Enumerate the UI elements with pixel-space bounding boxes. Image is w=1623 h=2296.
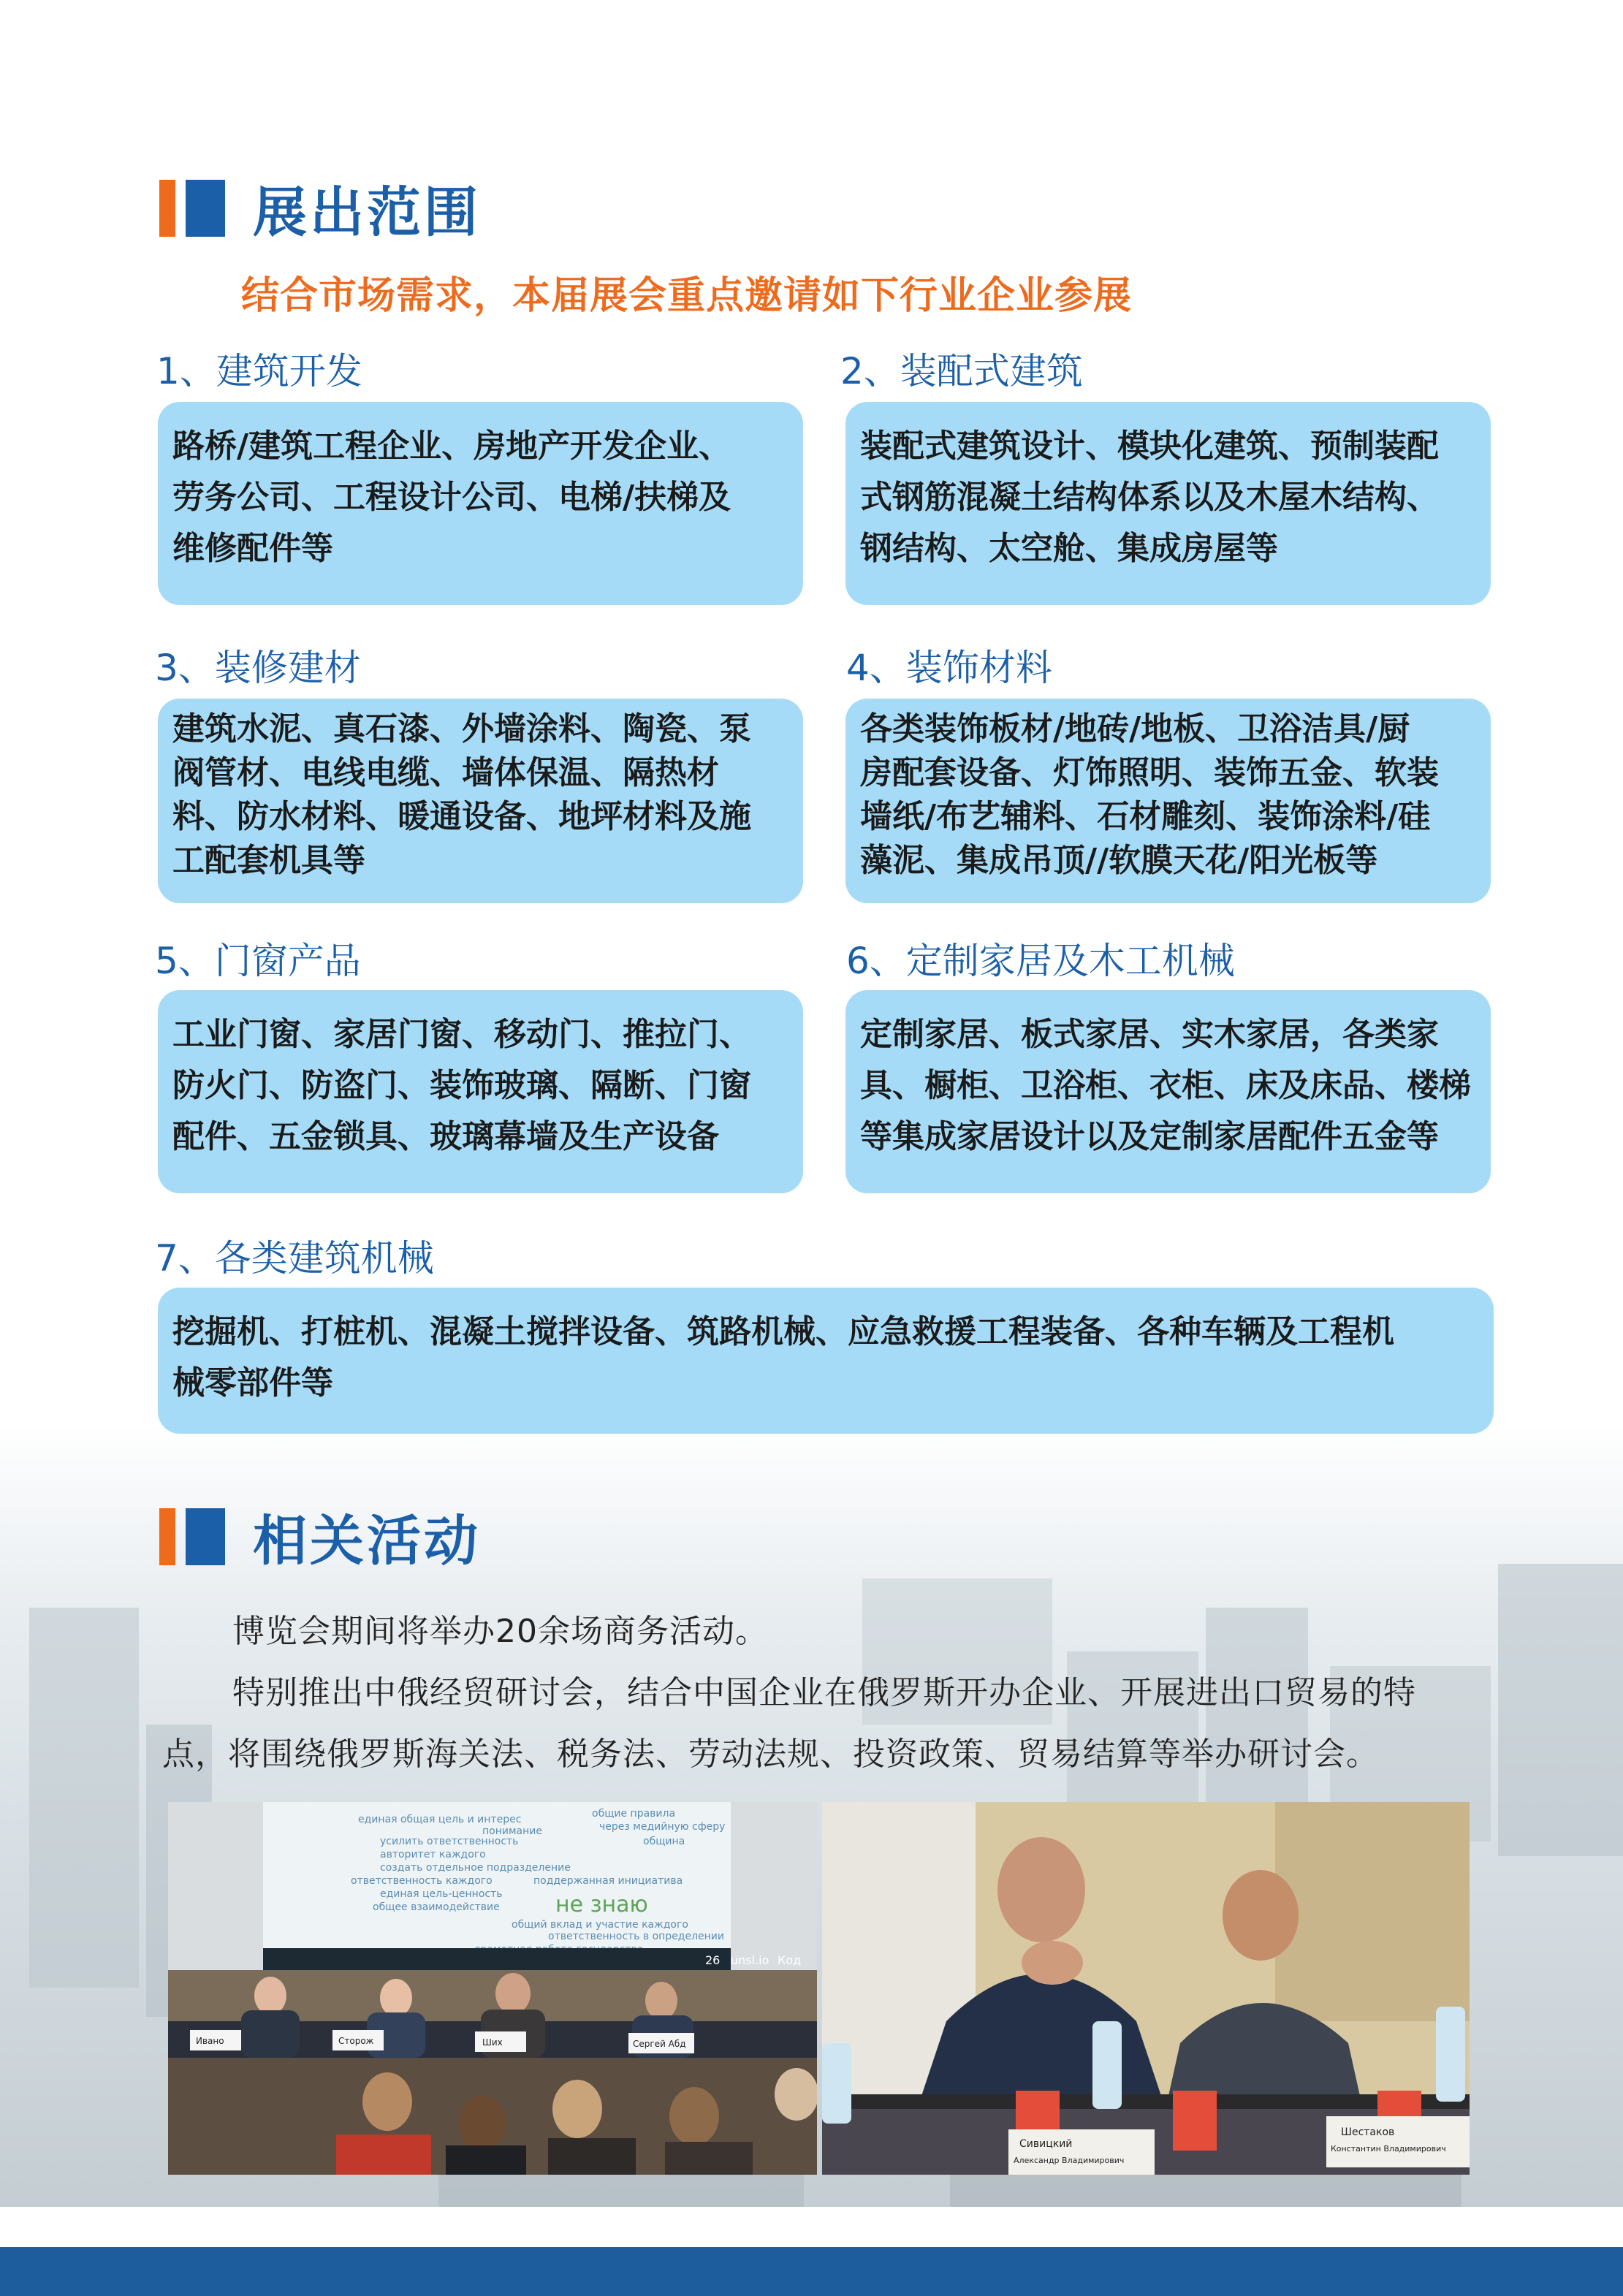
screen-word: единая общая цель и интерес — [358, 1814, 522, 1825]
name-card: Александр Владимирович — [1014, 2156, 1125, 2165]
screen-word: через медийную сферу — [599, 1821, 726, 1833]
footer-bar — [0, 2247, 1623, 2296]
screen-word: Код — [778, 1953, 802, 1967]
screen-word: общие правила — [592, 1808, 676, 1820]
card-line: 装配式建筑设计、模块化建筑、预制装配 — [860, 427, 1439, 465]
category-card — [158, 990, 803, 1193]
screen-word: усилить ответственность — [380, 1836, 519, 1847]
screen-word: авторитет каждого — [380, 1849, 486, 1860]
card-line: 式钢筋混凝土结构体系以及木屋木结构、 — [860, 479, 1439, 516]
section-title: 展出范围 — [253, 181, 481, 244]
card-line: 挖掘机、打桩机、混凝土搅拌设备、筑路机械、应急救援工程装备、各种车辆及工程机 — [172, 1313, 1394, 1350]
activities-paragraph: 特别推出中俄经贸研讨会，结合中国企业在俄罗斯开办企业、开展进出口贸易的特 — [232, 1674, 1416, 1711]
screen-word: единая цель-ценность — [380, 1888, 503, 1900]
category-label: 4、装饰材料 — [846, 647, 1052, 689]
section-header-exhibit-scope — [159, 175, 481, 244]
name-card: Ших — [482, 2037, 503, 2048]
category-label: 6、定制家居及木工机械 — [846, 940, 1235, 982]
card-line: 阀管材、电线电缆、墙体保温、隔热材 — [172, 754, 719, 791]
category-card — [158, 699, 803, 903]
category-label: 3、装修建材 — [155, 647, 361, 689]
card-line: 路桥/建筑工程企业、房地产开发企业、 — [172, 427, 731, 465]
category-label: 1、建筑开发 — [156, 350, 362, 392]
category-label: 5、门窗产品 — [155, 940, 361, 982]
card-line: 房配套设备、灯饰照明、装饰五金、软装 — [860, 754, 1439, 791]
card-line: 各类装饰板材/地砖/地板、卫浴洁具/厨 — [860, 710, 1410, 748]
category-label: 2、装配式建筑 — [840, 350, 1083, 392]
card-line: 藻泥、集成吊顶//软膜天花/阳光板等 — [860, 842, 1378, 879]
name-card: Шестаков — [1341, 2126, 1395, 2138]
screen-word: ответственность каждого — [351, 1875, 493, 1887]
speakers-photo-image — [822, 1802, 1470, 2175]
screen-word: не знаю — [555, 1892, 648, 1917]
category-card — [845, 699, 1491, 903]
section-title: 相关活动 — [253, 1510, 481, 1573]
screen-word: ответственность в определении — [548, 1931, 725, 1942]
screen-word: unsl.io — [731, 1953, 769, 1967]
section-subtitle: 结合市场需求，本届展会重点邀请如下行业企业参展 — [241, 274, 1133, 318]
name-card: Константин Владимирович — [1331, 2144, 1446, 2154]
category-card — [158, 1288, 1494, 1434]
card-line: 定制家居、板式家居、实木家居，各类家 — [860, 1016, 1439, 1053]
category-label: 7、各类建筑机械 — [155, 1237, 434, 1280]
card-line: 具、橱柜、卫浴柜、衣柜、床及床品、楼梯 — [860, 1067, 1471, 1104]
activities-paragraph: 博览会期间将举办20余场商务活动。 — [232, 1613, 768, 1650]
card-line: 料、防水材料、暖通设备、地坪材料及施 — [172, 798, 751, 835]
card-line: 工配套机具等 — [172, 842, 365, 879]
category-card — [158, 402, 803, 605]
blue-marker — [186, 180, 225, 237]
name-card: Сивицкий — [1019, 2138, 1073, 2150]
screen-word: создать отдельное подразделение — [380, 1862, 571, 1874]
orange-marker — [159, 1508, 175, 1565]
conference-photo-panel — [168, 1802, 817, 2175]
category-card — [845, 402, 1491, 605]
card-line: 墙纸/布艺辅料、石材雕刻、装饰涂料/硅 — [860, 798, 1431, 835]
conference-photo-panel-image — [168, 1802, 817, 2175]
card-line: 劳务公司、工程设计公司、电梯/扶梯及 — [172, 479, 731, 516]
card-line: 防火门、防盗门、装饰玻璃、隔断、门窗 — [172, 1067, 751, 1104]
screen-word: общее взаимодействие — [373, 1901, 500, 1913]
section-header-activities — [159, 1504, 481, 1573]
card-line: 钢结构、太空舱、集成房屋等 — [860, 530, 1278, 567]
screen-word: община — [643, 1836, 685, 1847]
screen-word: понимание — [482, 1825, 542, 1837]
screen-word: поддержанная инициатива — [533, 1875, 683, 1887]
name-card: Сергей Абд — [633, 2039, 686, 2049]
card-line: 维修配件等 — [172, 530, 333, 567]
blue-marker — [186, 1508, 225, 1565]
card-line: 等集成家居设计以及定制家居配件五金等 — [860, 1118, 1439, 1155]
screen-word: 26 — [705, 1953, 721, 1967]
category-card — [845, 990, 1491, 1193]
activities-paragraph: 点，将围绕俄罗斯海关法、税务法、劳动法规、投资政策、贸易结算等举办研讨会。 — [162, 1736, 1379, 1773]
screen-word: общий вклад и участие каждого — [512, 1919, 688, 1931]
card-line: 建筑水泥、真石漆、外墙涂料、陶瓷、泵 — [172, 710, 751, 748]
card-line: 工业门窗、家居门窗、移动门、推拉门、 — [172, 1016, 751, 1053]
name-card: Сторож — [338, 2036, 374, 2046]
speakers-photo — [822, 1802, 1470, 2175]
name-card: Ивано — [196, 2036, 224, 2046]
card-line: 械零部件等 — [172, 1364, 333, 1402]
card-line: 配件、五金锁具、玻璃幕墙及生产设备 — [172, 1118, 719, 1155]
orange-marker — [159, 180, 175, 237]
